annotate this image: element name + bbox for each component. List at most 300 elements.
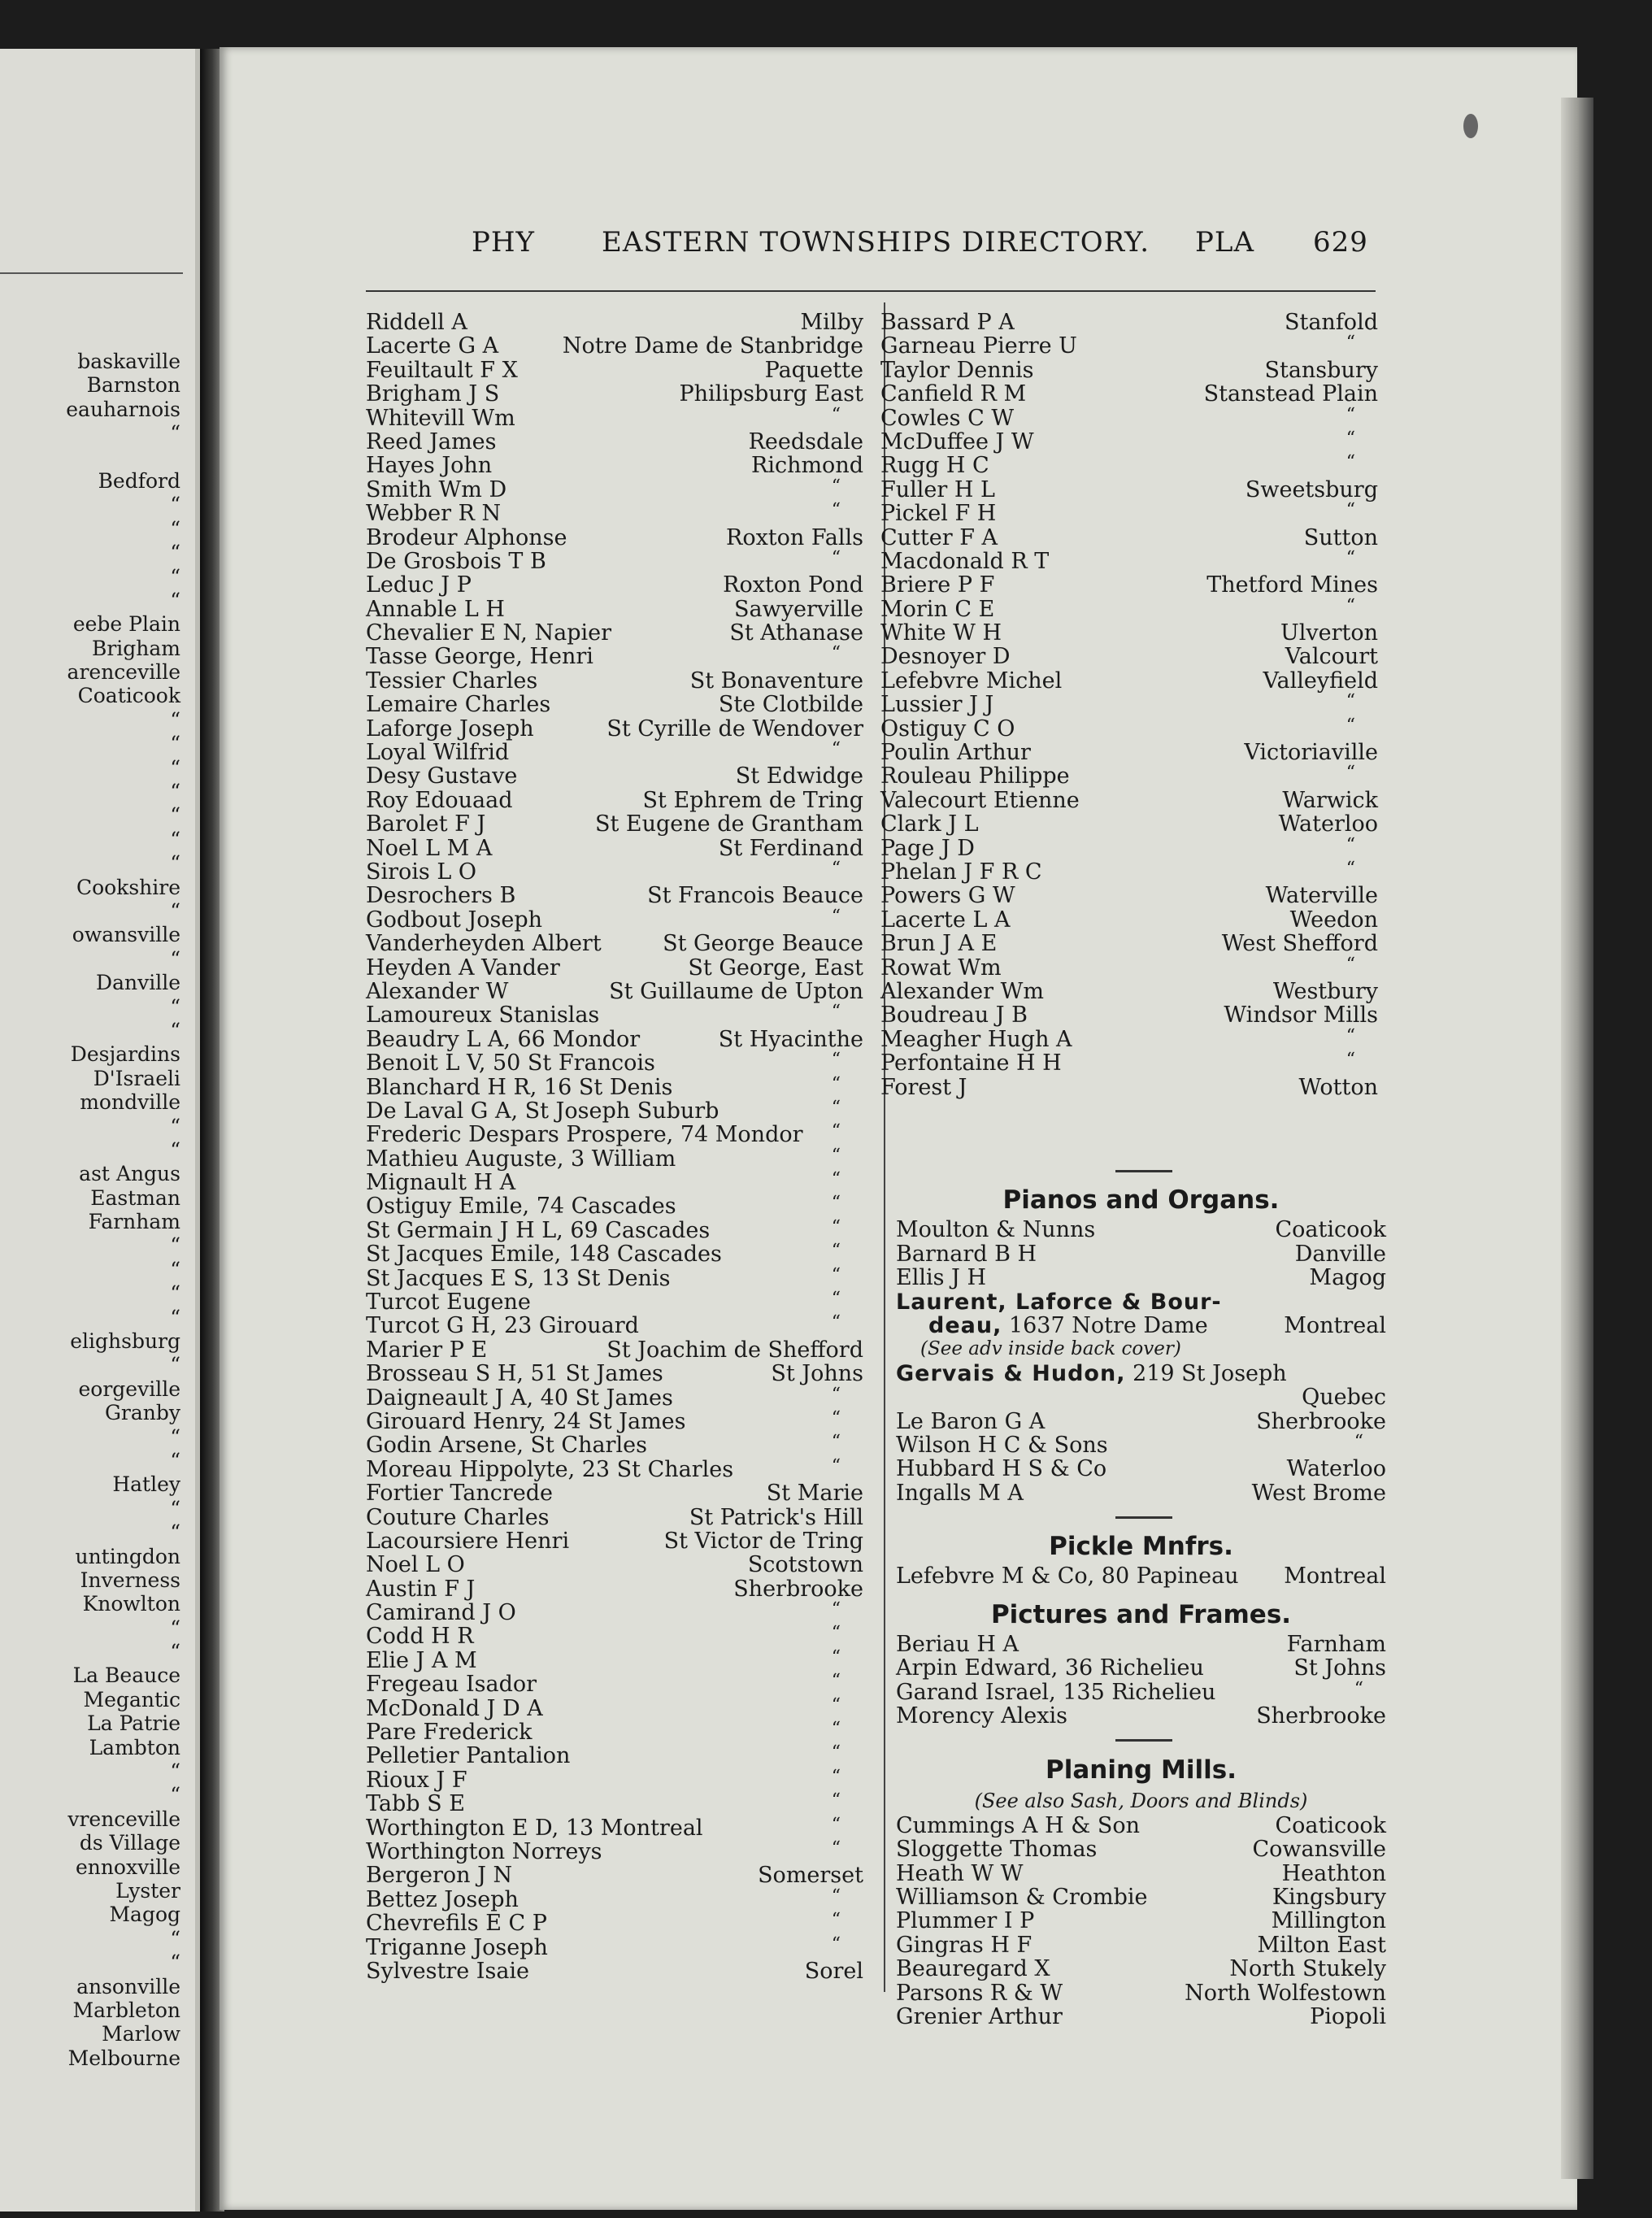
listing-place: St George Beauce <box>663 931 863 957</box>
listing-row <box>366 645 863 668</box>
listing-row <box>896 1433 1386 1457</box>
facing-page-place: Lyster <box>115 1879 180 1903</box>
facing-page-place: “ <box>170 898 180 923</box>
ditto-mark: “ <box>1354 1431 1363 1452</box>
listing-row <box>896 1909 1386 1933</box>
advert-note: (See adv inside back cover) <box>920 1338 1181 1360</box>
facing-page-place: “ <box>170 1353 180 1377</box>
header-right-code: PLA <box>1195 226 1255 259</box>
facing-page-place: ds Village <box>79 1831 180 1855</box>
listing-name: Powers G W <box>880 883 1015 909</box>
facing-page-place: “ <box>170 1257 180 1281</box>
listing-row <box>896 1410 1386 1433</box>
listing-place: Roxton Pond <box>723 572 863 598</box>
listing-column-1 <box>366 311 863 1983</box>
ditto-mark: “ <box>831 1073 841 1094</box>
listing-row <box>366 1506 863 1529</box>
listing-name: Lamoureux Stanislas <box>366 1002 600 1029</box>
listing-row <box>366 1864 863 1887</box>
category-heading-planing: Planing Mills. <box>1046 1755 1237 1785</box>
listing-name: Beriau H A <box>896 1631 1019 1657</box>
ditto-mark: “ <box>831 1384 841 1405</box>
listing-place: St Ephrem de Tring <box>642 787 863 813</box>
facing-page-place: ennoxville <box>75 1855 180 1879</box>
listing-place: St Joachim de Shefford <box>606 1337 863 1363</box>
listing-row <box>366 1194 863 1218</box>
listing-name: Page J D <box>880 835 975 861</box>
listing-place: Heathton <box>1281 1860 1386 1886</box>
listing-name: Chevalier E N, Napier <box>366 620 611 646</box>
listing-row <box>880 789 1378 812</box>
facing-page-place: “ <box>170 541 180 565</box>
listing-row <box>896 1933 1386 1957</box>
listing-place: Stanstead Plain <box>1203 381 1378 407</box>
listing-row <box>366 764 863 788</box>
listing-name: Pickel F H <box>880 501 997 527</box>
ditto-mark: “ <box>831 1289 841 1310</box>
listing-row <box>896 1633 1386 1656</box>
ditto-mark: “ <box>831 1312 841 1333</box>
facing-page-place: Bedford <box>98 468 180 493</box>
listing-row <box>366 1455 863 1482</box>
ditto-mark: “ <box>831 1193 841 1214</box>
listing-name: McDonald J D A <box>366 1695 543 1721</box>
listing-place: Quebec <box>1302 1385 1386 1411</box>
listing-name: Pare Frederick <box>366 1720 533 1746</box>
listing-place: North Stukely <box>1229 1956 1386 1982</box>
listing-row <box>880 860 1378 884</box>
listing-row <box>896 1564 1386 1588</box>
facing-page-place-list <box>0 350 180 2070</box>
ditto-mark: “ <box>831 1933 841 1955</box>
listing-row <box>880 573 1378 597</box>
listing-place: Montreal <box>1284 1312 1386 1338</box>
listing-name: Phelan J F R C <box>880 859 1042 885</box>
facing-page-place: “ <box>170 1018 180 1042</box>
facing-page-place: “ <box>170 803 180 828</box>
listing-name: Ostiguy C O <box>880 715 1015 742</box>
listing-row <box>366 1624 863 1648</box>
listing-name: Gingras H F <box>896 1932 1032 1958</box>
listing-row <box>366 1911 863 1935</box>
listing-name: Lefebvre Michel <box>880 668 1063 694</box>
listing-name: Barolet F J <box>366 811 486 837</box>
listing-name: Barnard B H <box>896 1241 1037 1267</box>
listing-row <box>366 980 863 1003</box>
ditto-mark: “ <box>831 643 841 664</box>
listing-name: Moreau Hippolyte, 23 St Charles <box>366 1456 734 1482</box>
listing-name: Heath W W <box>896 1860 1024 1886</box>
ditto-mark: “ <box>831 500 841 521</box>
listing-row <box>366 1362 863 1385</box>
listing-place: Sherbrooke <box>733 1576 863 1602</box>
listing-name: Riddell A <box>366 310 467 335</box>
ditto-mark: “ <box>1346 834 1355 855</box>
listing-name: Noel L O <box>366 1552 465 1578</box>
listing-place: Ste Clotbilde <box>718 692 863 718</box>
facing-page-place: “ <box>170 1951 180 1975</box>
facing-page-place: Hatley <box>112 1472 180 1497</box>
listing-name: Leduc J P <box>366 572 472 598</box>
listing-row <box>896 1837 1386 1861</box>
listing-name: Ingalls M A <box>896 1480 1024 1506</box>
listing-place: St Bonaventure <box>689 668 863 694</box>
facing-page-place: “ <box>170 1616 180 1640</box>
listing-row <box>896 1218 1386 1242</box>
listing-row <box>366 1003 863 1027</box>
listing-row <box>880 526 1378 550</box>
listing-name: Poulin Arthur <box>880 740 1031 766</box>
facing-page-place: Farnham <box>88 1210 180 1234</box>
listing-name: Clark J L <box>880 811 979 837</box>
listing-name: Godbout Joseph <box>366 907 543 933</box>
listing-name: Turcot G H, 23 Girouard <box>366 1313 639 1339</box>
facing-page-place: “ <box>170 588 180 612</box>
listing-name: Fregeau Isador <box>366 1672 537 1698</box>
facing-page-place: “ <box>170 421 180 446</box>
facing-page-place: vrenceville <box>67 1807 180 1831</box>
listing-place: Coaticook <box>1275 1812 1386 1838</box>
listing-row <box>880 478 1378 502</box>
listing-name: Heyden A Vander <box>366 955 560 981</box>
ditto-mark: “ <box>831 1050 841 1071</box>
ditto-mark: “ <box>1346 1025 1355 1046</box>
facing-page-place: Magog <box>109 1903 180 1927</box>
facing-page-place: Marbleton <box>72 1998 180 2022</box>
facing-page-place: “ <box>170 493 180 517</box>
listing-place: St Johns <box>771 1361 863 1387</box>
listing-name: Lacoursiere Henri <box>366 1528 570 1554</box>
listing-place: Kingsbury <box>1272 1884 1386 1910</box>
facing-page-place: “ <box>170 707 180 732</box>
listing-place: Waterloo <box>1278 811 1378 837</box>
listing-place: Thetford Mines <box>1206 572 1378 598</box>
facing-page-place: ast Angus <box>79 1162 180 1186</box>
ditto-mark: “ <box>831 1790 841 1811</box>
listing-name: Austin F J <box>366 1576 476 1602</box>
facing-page-place: baskaville <box>77 350 180 373</box>
listing-place: Sorel <box>804 1958 863 1984</box>
listing-name: Blanchard H R, 16 St Denis <box>366 1074 673 1100</box>
listing-name: Brun J A E <box>880 931 998 957</box>
listing-place: Stanfold <box>1284 310 1378 335</box>
listing-place: St Hyacinthe <box>718 1026 863 1052</box>
listing-row <box>366 1099 863 1123</box>
listing-row <box>366 956 863 980</box>
listing-row <box>366 547 863 574</box>
ditto-mark: “ <box>831 1814 841 1835</box>
listing-row <box>366 404 863 431</box>
facing-page-place: Marlow <box>102 2022 180 2046</box>
listing-row <box>366 1792 863 1816</box>
listing-row-laurent-2 <box>896 1314 1386 1337</box>
ditto-mark: “ <box>831 1671 841 1692</box>
listing-name: Cutter F A <box>880 524 998 550</box>
listing-name: Desy Gustave <box>366 763 518 789</box>
facing-page-place: “ <box>170 1640 180 1664</box>
listing-name: Reed James <box>366 428 497 454</box>
listing-name: McDuffee J W <box>880 428 1034 454</box>
listing-name: Lemaire Charles <box>366 692 551 718</box>
listing-row <box>366 478 863 502</box>
listing-place: Weedon <box>1289 907 1378 933</box>
listing-row-laurent <box>896 1290 1386 1314</box>
listing-row <box>366 1672 863 1696</box>
listing-row <box>366 789 863 812</box>
listing-column-2-categories <box>896 1159 1386 2029</box>
page-edge <box>1561 98 1593 2179</box>
listing-name: Laforge Joseph <box>366 715 534 742</box>
listing-name: Taylor Dennis <box>880 357 1034 383</box>
listing-row <box>896 1678 1386 1705</box>
listing-row <box>366 621 863 645</box>
listing-row <box>366 1529 863 1553</box>
listing-row <box>880 404 1378 431</box>
ditto-mark: “ <box>831 1742 841 1764</box>
listing-row <box>366 1959 863 1983</box>
listing-row <box>366 430 863 454</box>
facing-page-place: “ <box>170 780 180 804</box>
listing-name: Annable L H <box>366 596 505 622</box>
listing-name: Moulton & Nunns <box>896 1217 1096 1243</box>
listing-row <box>896 1957 1386 1981</box>
listing-row-gervais <box>896 1362 1386 1385</box>
listing-name: Morency Alexis <box>896 1703 1067 1729</box>
ditto-mark: “ <box>831 739 841 760</box>
facing-page-place: “ <box>170 827 180 851</box>
ditto-mark: “ <box>831 404 841 425</box>
listing-name: St Jacques Emile, 148 Cascades <box>366 1242 722 1268</box>
listing-row <box>366 334 863 358</box>
ditto-mark: “ <box>831 1455 841 1476</box>
listing-row <box>880 669 1378 693</box>
ditto-mark: “ <box>831 1241 841 1262</box>
listing-name: Elie J A M <box>366 1647 477 1673</box>
category-cross-reference: (See also Sash, Doors and Blinds) <box>974 1789 1308 1812</box>
listing-row <box>366 837 863 860</box>
listing-name: St Germain J H L, 69 Cascades <box>366 1217 711 1243</box>
listing-place: Valleyfield <box>1263 668 1378 694</box>
listing-address: 1637 Notre Dame <box>1008 1312 1208 1338</box>
facing-page-place: eebe Plain <box>72 612 180 637</box>
listing-row <box>366 1433 863 1457</box>
listing-name: Roy Edouaad <box>366 787 513 813</box>
facing-page-place: eauharnois <box>66 397 180 421</box>
ditto-mark: “ <box>1354 1678 1363 1699</box>
facing-page-place: “ <box>170 1305 180 1329</box>
ditto-mark: “ <box>1346 858 1355 879</box>
facing-page-place: ansonville <box>76 1974 180 1998</box>
listing-row <box>366 1768 863 1792</box>
ditto-mark: “ <box>831 1216 841 1237</box>
listing-row <box>896 1481 1386 1505</box>
listing-row <box>896 1814 1386 1837</box>
listing-row <box>366 1338 863 1362</box>
listing-name: Le Baron G A <box>896 1408 1046 1434</box>
listing-row <box>366 359 863 382</box>
listing-row <box>366 1407 863 1434</box>
listing-name: Briere P F <box>880 572 995 598</box>
ink-speck <box>1463 114 1478 138</box>
facing-page-place: “ <box>170 1448 180 1472</box>
listing-name: Lussier J J <box>880 692 994 718</box>
listing-row <box>366 741 863 764</box>
ditto-mark: “ <box>1346 1050 1355 1071</box>
category-heading-pianos: Pianos and Organs. <box>1002 1185 1280 1216</box>
facing-page-place: “ <box>170 1520 180 1545</box>
facing-page-place: “ <box>170 516 180 541</box>
listing-row <box>366 1290 863 1314</box>
listing-row <box>366 1242 863 1266</box>
listing-row <box>896 1266 1386 1289</box>
listing-row <box>880 1076 1378 1099</box>
listing-name: Godin Arsene, St Charles <box>366 1433 647 1459</box>
listing-name: Rowat Wm <box>880 955 1002 981</box>
listing-name: Lacerte G A <box>366 333 499 359</box>
ditto-mark: “ <box>831 547 841 568</box>
facing-page-place <box>0 446 180 469</box>
listing-row <box>366 1123 863 1146</box>
ditto-mark: “ <box>831 906 841 927</box>
listing-row <box>880 693 1378 716</box>
listing-row <box>880 956 1378 980</box>
listing-name: Bettez Joseph <box>366 1886 519 1912</box>
listing-row-gervais-2 <box>896 1385 1386 1409</box>
listing-name: Hayes John <box>366 453 493 479</box>
listing-row <box>880 359 1378 382</box>
listing-place: Milby <box>800 310 863 335</box>
listing-place: St Patrick's Hill <box>689 1504 863 1530</box>
listing-address: 219 St Joseph <box>1132 1360 1287 1386</box>
listing-name: Perfontaine H H <box>880 1050 1062 1076</box>
page-number: 629 <box>1313 226 1368 259</box>
facing-page-place: mondville <box>80 1090 180 1115</box>
listing-row <box>896 1457 1386 1481</box>
listing-note-row <box>896 1337 1386 1361</box>
listing-name: Chevrefils E C P <box>366 1911 547 1937</box>
listing-place: Sutton <box>1303 524 1378 550</box>
ditto-mark: “ <box>831 1002 841 1023</box>
facing-page-place: “ <box>170 946 180 971</box>
listing-place: Reedsdale <box>748 428 863 454</box>
ditto-mark: “ <box>831 1885 841 1907</box>
facing-page-place: “ <box>170 564 180 589</box>
listing-row <box>366 454 863 477</box>
ditto-mark: “ <box>1346 500 1355 521</box>
listing-name: Worthington E D, 13 Montreal <box>366 1815 703 1841</box>
listing-row <box>896 1656 1386 1680</box>
listing-name: Loyal Wilfrid <box>366 740 510 766</box>
listing-row <box>366 717 863 741</box>
listing-place: St Johns <box>1293 1655 1386 1681</box>
listing-row <box>880 382 1378 406</box>
ditto-mark: “ <box>1346 691 1355 712</box>
listing-row <box>366 526 863 550</box>
listing-place: West Brome <box>1251 1480 1386 1506</box>
facing-page-place: “ <box>170 1281 180 1306</box>
header-title: EASTERN TOWNSHIPS DIRECTORY. <box>602 226 1150 259</box>
ditto-mark: “ <box>831 1766 841 1787</box>
listing-name: Turcot Eugene <box>366 1289 531 1316</box>
listing-row <box>366 382 863 406</box>
facing-page-place: eorgeville <box>78 1376 180 1401</box>
listing-place: Valcourt <box>1285 644 1378 670</box>
listing-row <box>896 1885 1386 1909</box>
listing-name: Lefebvre M & Co, 80 Papineau <box>896 1563 1239 1590</box>
listing-name: Worthington Norreys <box>366 1839 602 1864</box>
listing-row <box>366 1553 863 1577</box>
listing-row <box>880 932 1378 955</box>
listing-name: Daigneault J A, 40 St James <box>366 1385 673 1411</box>
listing-name: Desrochers B <box>366 883 516 909</box>
ditto-mark: “ <box>1346 954 1355 975</box>
ditto-mark: “ <box>831 1432 841 1453</box>
listing-name: Vanderheyden Albert <box>366 931 602 957</box>
facing-page-place: D'Israeli <box>93 1066 180 1090</box>
facing-page-place: Inverness <box>80 1568 180 1592</box>
facing-page-place: Megantic <box>83 1687 180 1711</box>
ditto-mark: “ <box>1346 404 1355 425</box>
listing-place: Westbury <box>1272 978 1378 1004</box>
section-rule <box>896 1159 1386 1182</box>
facing-page-place: Eastman <box>90 1185 180 1210</box>
listing-name: Sirois L O <box>366 859 477 885</box>
listing-name: Rioux J F <box>366 1767 467 1793</box>
facing-page-place: “ <box>170 1783 180 1807</box>
listing-name: Feuiltault F X <box>366 357 518 383</box>
facing-page-place: “ <box>170 1233 180 1258</box>
listing-row <box>896 1704 1386 1728</box>
listing-name: Beauregard X <box>896 1956 1050 1982</box>
facing-page-place: “ <box>170 1137 180 1162</box>
listing-name: Rouleau Philippe <box>880 763 1070 789</box>
listing-name: Gervais & Hudon, <box>896 1360 1126 1386</box>
listing-name: De Grosbois T B <box>366 548 546 574</box>
ditto-mark: “ <box>831 1264 841 1285</box>
listing-place: Stansbury <box>1264 357 1378 383</box>
ditto-mark: “ <box>831 858 841 879</box>
listing-name: Garneau Pierre U <box>880 333 1077 359</box>
listing-name: Plummer I P <box>896 1908 1035 1934</box>
listing-row <box>366 1147 863 1171</box>
listing-row <box>880 908 1378 932</box>
listing-row <box>896 1242 1386 1266</box>
listing-name: Canfield R M <box>880 381 1027 407</box>
listing-name: Brigham J S <box>366 381 500 407</box>
listing-row <box>366 502 863 525</box>
listing-row <box>366 1216 863 1243</box>
listing-place: Farnham <box>1286 1631 1386 1657</box>
listing-place: Philipsburg East <box>679 381 863 407</box>
listing-name: St Jacques E S, 13 St Denis <box>366 1265 671 1291</box>
ditto-mark: “ <box>1346 715 1355 736</box>
listing-place: St Victor de Tring <box>663 1528 863 1554</box>
facing-page-place: “ <box>170 1114 180 1138</box>
listing-name: Forest J <box>880 1074 967 1100</box>
ditto-mark: “ <box>831 1599 841 1620</box>
listing-name: Fortier Tancrede <box>366 1481 554 1507</box>
listing-row <box>366 1694 863 1721</box>
listing-name: Noel L M A <box>366 835 493 861</box>
listing-row <box>366 1264 863 1291</box>
listing-row <box>880 834 1378 861</box>
ditto-mark: “ <box>831 1623 841 1644</box>
listing-place: Paquette <box>764 357 863 383</box>
listing-row <box>366 932 863 955</box>
listing-row <box>366 573 863 597</box>
listing-name: Lacerte L A <box>880 907 1011 933</box>
ditto-mark: “ <box>1346 428 1355 449</box>
